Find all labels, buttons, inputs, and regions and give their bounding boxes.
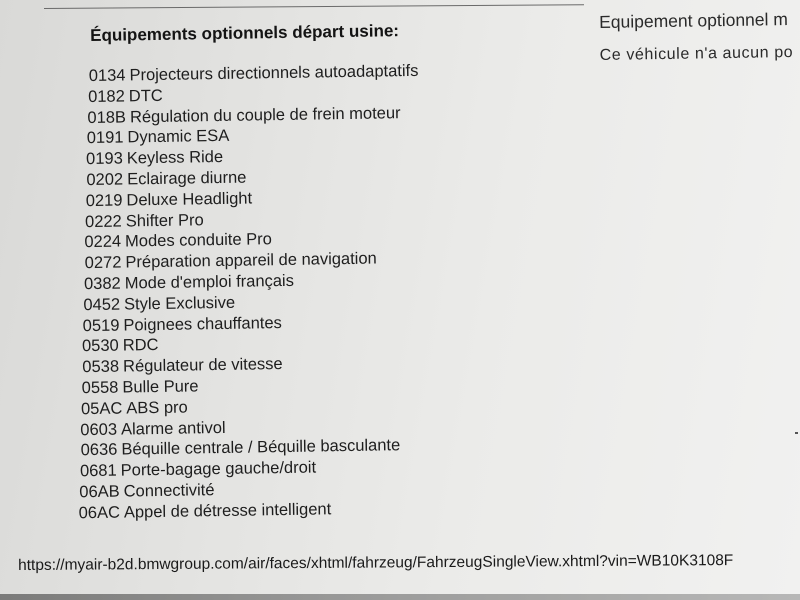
option-label: Poignees chauffantes <box>123 313 282 335</box>
option-label: Mode d'emploi français <box>124 271 295 293</box>
option-label: Alarme antivol <box>120 418 226 439</box>
right-section-text: Ce véhicule n'a aucun po <box>599 43 794 64</box>
option-label: ABS pro <box>126 398 188 418</box>
page-url-footer: https://myair-b2d.bmwgroup.com/air/faces/xhtml/fahrzeug/FahrzeugSingleView.xhtml?vin=WB10K3108F <box>18 552 734 574</box>
option-label: Modes conduite Pro <box>124 230 273 251</box>
option-code: 0193 <box>85 149 123 169</box>
top-divider <box>44 4 584 9</box>
option-code: 0382 <box>83 274 121 294</box>
option-code: 0134 <box>88 66 126 86</box>
option-label: Régulateur de vitesse <box>122 355 283 376</box>
option-code: 0636 <box>80 440 118 460</box>
option-code: 06AB <box>79 482 120 502</box>
option-label: Style Exclusive <box>123 293 236 314</box>
option-code: 0530 <box>81 336 119 356</box>
option-label: Dynamic ESA <box>127 127 230 147</box>
option-label: Connectivité <box>123 481 215 501</box>
optional-equipment-section <box>599 9 800 65</box>
option-label: Deluxe Headlight <box>126 189 253 210</box>
option-label: Régulation du couple de frein moteur <box>129 103 401 126</box>
option-code: 0182 <box>87 87 125 106</box>
option-code: 0272 <box>84 253 122 273</box>
option-code: 0202 <box>86 170 124 190</box>
option-label: Béquille centrale / Béquille basculante <box>121 436 401 459</box>
option-code: 0191 <box>86 128 124 148</box>
option-label: Bulle Pure <box>122 377 199 397</box>
option-code: 05AC <box>80 399 123 418</box>
option-code: 0452 <box>83 295 121 314</box>
factory-options-section <box>78 21 425 524</box>
option-label: Shifter Pro <box>125 210 204 231</box>
option-code: 0603 <box>80 420 118 439</box>
option-label: Keyless Ride <box>126 148 224 168</box>
option-label: Appel de détresse intelligent <box>123 500 332 522</box>
option-code: 0681 <box>79 461 117 481</box>
option-label: DTC <box>128 86 163 106</box>
option-code: 0558 <box>81 378 119 398</box>
option-label: RDC <box>122 336 159 355</box>
section-title: Équipements optionnels départ usine: <box>90 21 400 45</box>
right-section-title: Equipement optionnel m <box>599 9 789 32</box>
option-code: 018B <box>87 108 127 127</box>
option-label: Porte-bagage gauche/droit <box>120 458 317 480</box>
option-item <box>78 498 425 524</box>
option-label: Projecteurs directionnels autoadaptatifs <box>129 61 419 85</box>
option-code: 06AC <box>78 503 121 522</box>
option-code: 0224 <box>84 232 122 252</box>
option-code: 0519 <box>82 316 120 335</box>
option-code: 0219 <box>85 191 123 210</box>
option-label: Eclairage diurne <box>126 168 247 189</box>
option-label: Préparation appareil de navigation <box>125 249 377 272</box>
options-list <box>78 61 426 524</box>
paper-bottom-edge <box>0 594 800 600</box>
option-code: 0222 <box>84 212 122 231</box>
margin-mark <box>795 432 798 434</box>
option-code: 0538 <box>82 357 120 377</box>
